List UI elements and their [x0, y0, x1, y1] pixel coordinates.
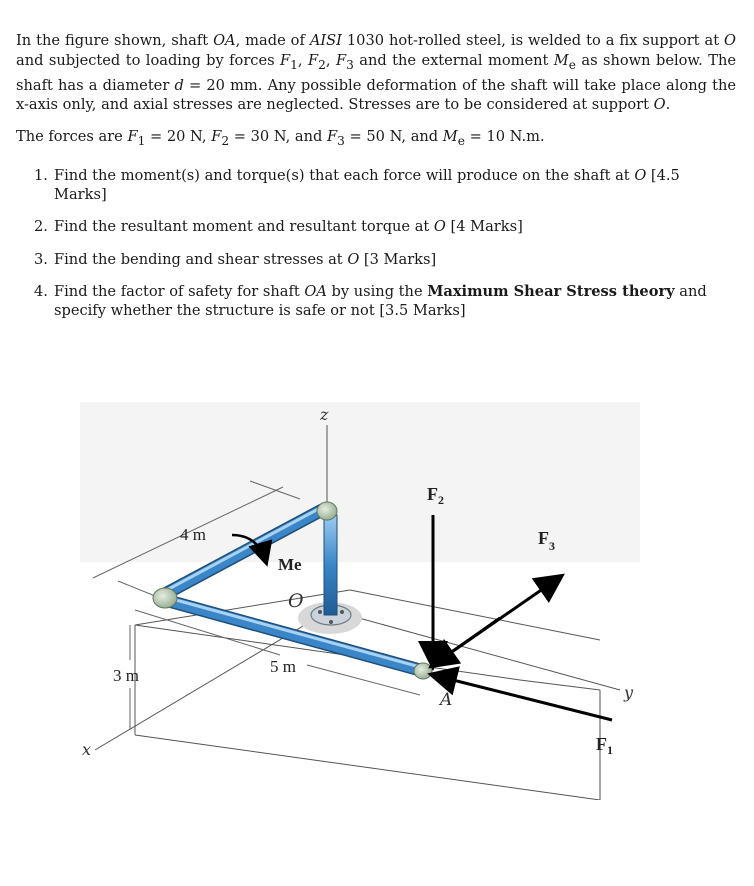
task-marks: and specify whether the structure is safe or not [3.5 Marks] [54, 282, 707, 319]
intro-text: In the figure shown, shaft [16, 32, 214, 49]
f3-subscript: 3 [346, 57, 354, 72]
me-subscript: e [457, 133, 465, 148]
forces-lead: The forces are [16, 128, 128, 145]
f3-symbol: F [335, 51, 347, 69]
problem-statement [16, 31, 736, 115]
task-marks: [3 Marks] [359, 250, 437, 268]
material-grade: AISI [309, 32, 342, 49]
task-marks: [4.5 Marks] [54, 167, 680, 203]
f1-symbol: F [127, 128, 138, 145]
task-number: 1. [34, 167, 48, 184]
bolt-icon [318, 610, 322, 614]
task-item [34, 282, 736, 320]
task-text: Find the resultant moment and resultant torque at [54, 218, 434, 236]
task-number: 4. [34, 282, 48, 300]
shaft-name: OA [213, 32, 236, 49]
f2-subscript: 2 [318, 57, 326, 72]
task-point: O [347, 250, 360, 268]
task-text: Find the bending and shear stresses at [54, 250, 348, 268]
intro-text: , made of [235, 32, 310, 49]
task-item [34, 217, 736, 236]
axis-x-label: x [82, 740, 92, 759]
task-number: 2. [34, 218, 48, 236]
task-point: O [433, 218, 446, 236]
diameter-symbol: d [174, 76, 184, 94]
task-text: Find the factor of safety for shaft [54, 282, 305, 300]
dimension-3m-label: 3 m [113, 666, 139, 685]
separator: , [297, 51, 308, 69]
elbow-fitting-corner [153, 588, 177, 608]
end-fitting-a [414, 663, 432, 679]
theory-name: Maximum Shear Stress theory [427, 282, 675, 300]
point-a-label: A [440, 690, 453, 710]
dimension-4m-label: 4 m [180, 525, 206, 544]
task-list [34, 166, 736, 333]
f3-symbol: F [326, 128, 338, 145]
f1-symbol: F [280, 51, 291, 69]
task-text: by using the [326, 282, 428, 300]
separator: , [325, 51, 336, 69]
f3-subscript: 3 [337, 133, 345, 148]
origin-label: O [288, 590, 304, 612]
intro-text: and subjected to loading by forces [16, 51, 281, 69]
task-number: 3. [34, 250, 48, 268]
f3-value: = 50 N, and [344, 128, 443, 145]
f1-subscript: 1 [137, 133, 146, 148]
me-symbol: M [442, 128, 458, 145]
f1-value: = 20 N, [145, 128, 212, 145]
f2-symbol: F [211, 128, 222, 145]
intro-text: as shown below. The shaft has a diameter [16, 51, 737, 94]
y-axis-line [330, 610, 620, 690]
force-f1-label: $F_1$ [596, 734, 613, 757]
task-item [34, 250, 736, 269]
f1-subscript: 1 [290, 57, 298, 72]
ground-block [135, 590, 600, 800]
task-text: Find the moment(s) and torque(s) that each force will produce on the shaft at [54, 167, 635, 184]
task-point: OA [304, 282, 327, 300]
task-marks: [4 Marks] [445, 218, 523, 236]
intro-text: = 20 mm. Any possible deformation of the shaft will take place along the x-axis only, and axial stresses are neglected. Stresses are to be considered at support [16, 76, 736, 114]
force-f3-label: $F_3$ [538, 528, 555, 553]
task-item [34, 166, 736, 204]
f2-value: = 30 N, and [229, 128, 327, 145]
force-f2-label: $F_2$ [427, 484, 444, 507]
intro-text: and the external moment [353, 51, 554, 69]
axis-z-label: z [320, 405, 329, 424]
bolt-icon [329, 620, 333, 624]
support-point: O [653, 96, 666, 114]
moment-label: Me [278, 555, 302, 574]
intro-text: 1030 hot-rolled steel, is welded to a fix support at [341, 32, 725, 49]
elbow-fitting-top [317, 502, 337, 520]
force-f1-arrow [433, 675, 612, 720]
dimension-5m-label: 5 m [270, 657, 296, 676]
f2-symbol: F [307, 51, 319, 69]
force-values [16, 127, 736, 151]
vertical-shaft [324, 515, 337, 615]
figure-background [80, 402, 640, 562]
me-symbol: M [553, 51, 569, 69]
support-point: O [724, 32, 737, 49]
intro-text: . [665, 96, 671, 114]
bolt-icon [340, 610, 344, 614]
axis-y-label: y [624, 683, 634, 702]
me-subscript: e [568, 57, 576, 72]
f2-subscript: 2 [221, 133, 230, 148]
me-value: = 10 N.m. [464, 128, 545, 145]
task-point: O [634, 167, 647, 184]
shaft-figure [0, 330, 754, 800]
